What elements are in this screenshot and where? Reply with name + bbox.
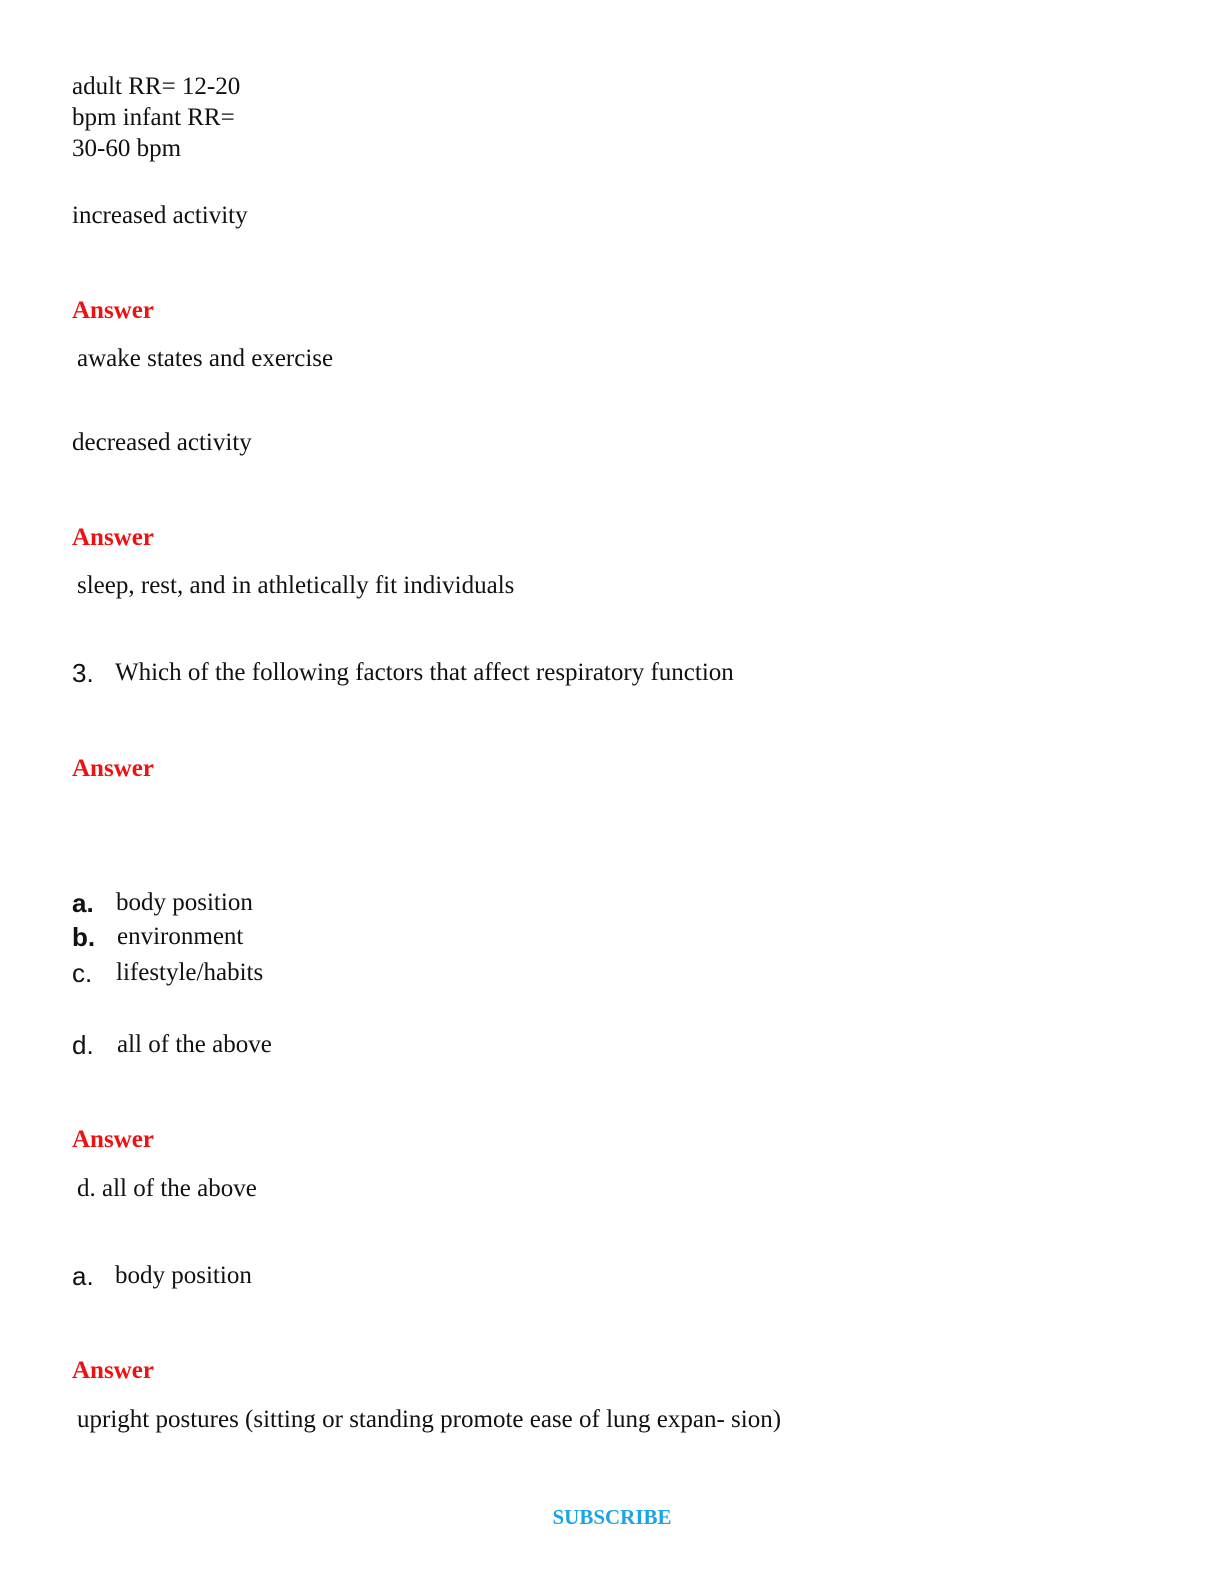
rate-line-adult: adult RR= 12-20 [72,73,241,100]
question-text: Which of the following factors that affect respiratory function [115,659,734,686]
option-letter: a. [72,888,94,918]
option-letter: d. [72,1030,94,1060]
question-number: 3. [72,658,94,688]
option-text: environment [117,923,244,950]
rate-line-infant-range: 30-60 bpm [72,135,182,162]
sub-item-letter: a. [72,1261,94,1291]
decreased-activity-prompt: decreased activity [72,429,252,456]
increased-activity-answer: awake states and exercise [77,345,334,372]
sub-item-text: body position [115,1262,252,1289]
sub-item-answer: upright postures (sitting or standing promote ease of lung expan- sion) [77,1406,782,1433]
question-answer: d. all of the above [77,1175,257,1202]
answer-heading: Answer [72,524,154,551]
option-text: lifestyle/habits [116,959,264,986]
option-text: all of the above [117,1031,272,1058]
decreased-activity-answer: sleep, rest, and in athletically fit individuals [77,572,515,599]
option-letter: c. [72,958,93,988]
rate-line-infant: bpm infant RR= [72,104,235,131]
increased-activity-prompt: increased activity [72,202,248,229]
answer-heading: Answer [72,755,154,782]
option-text: body position [116,889,253,916]
answer-heading: Answer [72,1126,154,1153]
option-letter: b. [72,922,96,952]
answer-heading: Answer [72,1357,154,1384]
subscribe-link[interactable]: SUBSCRIBE [552,1505,672,1529]
answer-heading: Answer [72,297,154,324]
